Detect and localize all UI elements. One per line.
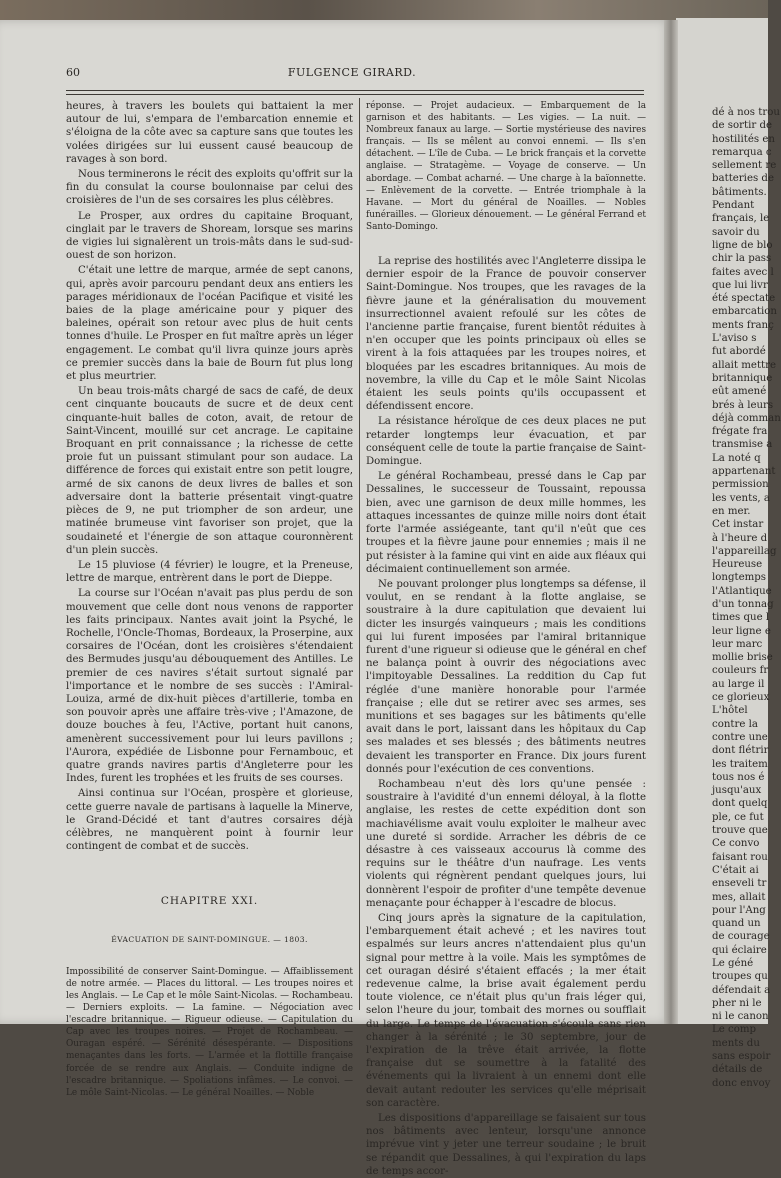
facing-page-line: détails de <box>712 1064 763 1076</box>
column-divider <box>359 98 360 1010</box>
facing-page-line: enseveli tr <box>712 878 767 890</box>
facing-page-line: bâtiments. <box>712 186 767 198</box>
facing-page-line: Le géné <box>712 958 754 969</box>
facing-page-line: Ce convo <box>712 838 760 850</box>
facing-page-line: faisant rou <box>712 851 768 863</box>
facing-page-line: donc envoy <box>712 1077 771 1089</box>
facing-page-line: été spectate <box>712 293 776 305</box>
facing-page-text <box>712 106 781 1090</box>
left-column <box>66 100 353 1098</box>
paragraph: Le général Rochambeau, pressé dans le Cap par Dessalines, le successeur de Toussaint, repoussa bien, avec une garnison de deux mille hommes, les attaques incessantes de quinze mille noirs dont était forte l'armée assiégeante, tant qu'il n'eût que ces troupes et la fièvre jaune pour ennemies ; mais il ne put résister à la famine qui vint en aide aux fléaux qui décimaient continuellement son armée. <box>366 471 646 575</box>
facing-page-line: savoir du <box>712 226 760 238</box>
facing-page-line: l'appareillag <box>712 545 777 557</box>
facing-page-line: leur marc <box>712 638 763 650</box>
facing-page-line: qui éclaire <box>712 944 767 956</box>
paragraph: La course sur l'Océan n'avait pas plus perdu de son mouvement que celle dont nous venons de rapporter les faits principaux. Nantes avait joint la Psyché, le Rochelle, l'Oncle-Thomas, Bordeaux, la Proserpine, aux corsaires de l'Océan, dont les croisières s'étendaient des Bermudes jusqu'au débouquement des Antilles. Le premier de ces navires s'était surtout signalé par l'importance et le nombre de ses succès : l'Amiral-Louiza, armé de dix-huit pièces d'artillerie, tomba en son pouvoir après une affaire très-vive ; l'Amazone, de douze bouches à feu, l'Active, portant huit canons, amenèrent successivement pour lui leurs pavillons ; l'Aurora, expédiée de Lisbonne pour Fernambouc, et quatre grands navires partis d'Angleterre pour les Indes, furent les trophées et les fruits de ses courses. <box>66 588 353 785</box>
facing-page-line: dé à nos trou <box>712 107 780 118</box>
facing-page-line: pour l'Ang <box>712 904 766 916</box>
facing-page-line: que lui livr <box>712 279 768 291</box>
facing-page <box>676 18 781 1089</box>
header-rule-bottom <box>66 94 644 95</box>
facing-page-line: C'était ai <box>712 864 759 876</box>
facing-page-line: batteries de <box>712 173 774 185</box>
paragraph: Cinq jours après la signature de la capitulation, l'embarquement était achevé ; et les navires tout espalmés sur leurs ancres n'attendaient plus qu'un signal pour mettre à la voile. Mais les symptômes de cet ouragan désiré s'étaient effacés ; la mer était redevenue calme, la brise avait également perdu toute violence, ce n'était plus qu'un frais léger qui, selon l'heure du jour, tombait des mornes ou soufflait du large. Le temps de l'évacuation s'écoula sans rien changer à la sérénité ; le 30 septembre, jour de l'expiration de la trêve était arrivée, la flotte française dut se soumettre à la fatalité des événements qui la livraient à un ennemi dont elle devait autant redouter les services qu'elle méprisait son caractère. <box>366 912 646 1109</box>
facing-page-line: sans espoir <box>712 1051 771 1063</box>
facing-page-line: au large il <box>712 678 765 690</box>
facing-page-line: ments du <box>712 1037 760 1049</box>
facing-page-line: frégate fra <box>712 426 768 438</box>
paragraph: heures, à travers les boulets qui battaient la mer autour de lui, s'empara de l'embarcation ennemie et s'éloigna de la côte avec sa capture sans que toutes les volées dirigées sur lui eussent causé beaucoup de ravages à son bord. <box>66 101 353 165</box>
page-number: 60 <box>66 66 80 79</box>
facing-page-line: sellement re <box>712 160 777 172</box>
chapter-summary: Impossibilité de conserver Saint-Domingue. — Affaiblissement de notre armée. — Places du littoral. — Les troupes noires et les Anglais. — Le Cap et le môle Saint-Nicolas. — Rochambeau. — Derniers exploits. — La famine. — Négociation avec l'escadre britannique. — Rigueur odieuse. — Capitulation du Cap avec les troupes noires. — Projet de Rochambeau. — Ouragan espéré. — Sérénité désespérante. — Dispositions menaçantes dans les forts. — L'armée et la flottille française forcée de se rendre aux Anglais. — Conduite indigne de l'escadre britannique. — Spoliations infâmes. — Le convoi. — Le môle Saint-Nicolas. — Le général Noailles. — Noble <box>66 966 353 1098</box>
facing-page-line: chir la pass <box>712 253 772 265</box>
facing-page-line: Pendant <box>712 200 755 212</box>
facing-page-line: quand un <box>712 918 761 930</box>
facing-page-line: transmise a <box>712 439 773 451</box>
facing-page-line: trouve que <box>712 825 768 837</box>
facing-page-line: contre la <box>712 718 758 730</box>
paragraph: C'était une lettre de marque, armée de sept canons, qui, après avoir parcouru pendant deux ans entiers les parages méridionaux de l'océan Pacifique et visité les baies de la plage américaine pour y piquer des baleines, opérait son retour avec plus de huit cents tonnes d'huile. Le Prosper en fut maître après un léger engagement. Le combat qu'il livra quinze jours après ce premier succès dans la baie de Bourn fut plus long et plus meurtrier. <box>66 265 353 383</box>
running-title: FULGENCE GIRARD. <box>287 66 417 79</box>
facing-page-line: à l'heure d <box>712 532 768 544</box>
chapter-subtitle: ÉVACUATION DE SAINT-DOMINGUE. — 1803. <box>111 934 308 944</box>
paragraph: Les dispositions d'appareillage se faisaient sur tous nos bâtiments avec lenteur, lorsqu'une annonce imprévue vint y jeter une terreur soudaine ; le bruit se répandit que Dessalines, à qui l'expiration du laps de temps accor- <box>366 1113 646 1177</box>
paragraph: La reprise des hostilités avec l'Angleterre dissipa le dernier espoir de la France de pouvoir conserver Saint-Domingue. Nos troupes, que les ravages de la fièvre jaune et la généralisation du mouvement insurrectionnel avaient refoulé sur les côtes de l'ancienne partie française, furent bientôt réduites à n'en occuper que les points principaux où elles se virent à la fois attaquées par les troupes noires, et bloquées par les escadres britanniques. Au mois de novembre, la ville du Cap et le môle Saint Nicolas étaient les seuls points qu'ils occupassent et défendissent encore. <box>366 256 646 413</box>
facing-page-line: ments franç <box>712 319 774 331</box>
facing-page-line: de courage <box>712 931 770 943</box>
facing-page-line: L'hôtel <box>712 705 748 717</box>
paragraph: Ne pouvant prolonger plus longtemps sa défense, il voulut, en se rendant à la flotte anglaise, se soustraire à la dure capitulation que devaient lui dicter les insurgés vainqueurs ; mais les conditions qui lui furent imposées par l'amiral britannique furent d'une rigueur si odieuse que le général en chef ne balança point à ouvrir des négociations avec l'impitoyable Dessalines. La reddition du Cap fut réglée d'une manière honorable pour l'armée française ; elle dut se retirer avec ses armes, ses munitions et ses bagages sur les bâtiments qu'elle avait dans le port, laissant dans les hôpitaux du Cap ses malades et ses blessés ; des bâtiments neutres devaient les transporter en France. Dix jours furent donnés pour l'exécution de ces conventions. <box>366 578 646 775</box>
facing-page-line: Cet instar <box>712 519 764 531</box>
facing-page-line: jusqu'aux <box>712 785 762 797</box>
paragraph: Rochambeau n'eut dès lors qu'une pensée : soustraire à l'avidité d'un ennemi déloyal, à la flotte anglaise, les restes de cette expédition dont son machiavélisme avait voulu exploiter le malheur avec une dureté si sordide. Arracher les débris de ce désastre à ces vaisseaux accourus là comme des requins sur le théâtre d'un naufrage. Les vents violents qui régnèrent pendant quelques jours, lui donnèrent l'espoir de profiter d'une tempête devenue menaçante pour échapper à l'escadre de blocus. <box>366 778 646 909</box>
facing-page-line: ni le canon <box>712 1011 769 1023</box>
facing-page-line: défendait a <box>712 984 771 996</box>
facing-page-line: ligne de blo <box>712 239 773 251</box>
facing-page-line: pher ni le <box>712 997 762 1009</box>
book-gutter <box>664 20 678 1024</box>
facing-page-line: L'aviso s <box>712 333 757 345</box>
facing-page-line: leur ligne e <box>712 625 771 637</box>
facing-page-line: les traitem <box>712 758 768 770</box>
paragraph: Le 15 pluviose (4 février) le lougre, et la Preneuse, lettre de marque, entrèrent dans le port de Dieppe. <box>66 559 353 585</box>
facing-page-line: remarqua c <box>712 146 772 158</box>
facing-page-line: mollie brise <box>712 652 773 664</box>
paragraph: Ainsi continua sur l'Océan, prospère et glorieuse, cette guerre navale de partisans à laquelle la Minerve, le Grand-Décidé et tant d'autres corsaires déjà célèbres, ne manquèrent point à fournir leur contingent de combat et de succès. <box>66 788 353 853</box>
facing-page-line: britannique <box>712 372 773 384</box>
facing-page-line: brés à leurs <box>712 399 774 411</box>
facing-page-line: hostilités en <box>712 133 775 145</box>
facing-page-line: ce glorieux <box>712 692 770 704</box>
facing-page-line: Heureuse <box>712 559 763 571</box>
facing-page-line: fut abordé <box>712 346 766 358</box>
facing-page-line: ple, ce fut <box>712 811 764 823</box>
facing-page-line: mes, allait <box>712 891 766 903</box>
paragraph: Le Prosper, aux ordres du capitaine Broquant, cinglait par le travers de Shoream, lorsque ses marins de vigies lui signalèrent un trois-mâts dans le sud-sud-ouest de son horizon. <box>66 210 353 262</box>
page-header <box>60 66 644 84</box>
paragraph: Un beau trois-mâts chargé de sacs de café, de deux cent cinquante boucauts de sucre et de deux cent cinquante-huit balles de coton, avait, de retour de Saint-Vincent, mouillé sur cet ancrage. Le capitaine Broquant en prit connaissance ; la richesse de cette proie fut un puissant stimulant pour son audace. La différence de forces qui existait entre son petit lougre, armé de six canons de deux livres de balles et son adversaire dont la batterie présentait vingt-quatre pièces de 9, ne put triompher de son ardeur, une matinée brumeuse vint favoriser son projet, que la soudaineté et l'énergie de son attaque couronnèrent d'un plein succès. <box>66 386 353 556</box>
facing-page-line: les vents, a <box>712 492 770 504</box>
facing-page-line: français, le <box>712 213 770 225</box>
facing-page-line: times que l <box>712 612 770 624</box>
facing-page-line: appartenant <box>712 466 776 478</box>
chapter-summary-continued: réponse. — Projet audacieux. — Embarquement de la garnison et des habitants. — Les vigies. — La nuit. — Nombreux fanaux au large. — Sortie mystérieuse des navires français. — Ils se mêlent au convoi ennemi. — Ils s'en détachent. — L'île de Cuba. — Le brick français et la corvette anglaise. — Stratagème. — Voyage de conserve. — Un abordage. — Combat acharné. — Une charge à la baïonnette. — Enlèvement de la corvette. — Entrée triomphale à la Havane. — Mort du général de Noailles. — Nobles funérailles. — Glorieux dénouement. — Le général Ferrand et Santo-Domingo. <box>366 101 646 232</box>
facing-page-line: Le comp <box>712 1024 757 1036</box>
header-rule-top <box>66 90 644 91</box>
facing-page-line: d'un tonnag <box>712 598 774 610</box>
facing-page-line: permission <box>712 479 769 491</box>
facing-page-line: l'Atlantique <box>712 585 772 597</box>
facing-page-line: déjà comman <box>712 412 781 424</box>
facing-page-line: tous nos é <box>712 771 765 783</box>
facing-page-line: eût amené <box>712 386 767 398</box>
facing-page-line: embarcation <box>712 306 777 318</box>
facing-page-line: dont quelq <box>712 798 768 810</box>
facing-page-line: troupes qu <box>712 971 768 983</box>
paragraph: Nous terminerons le récit des exploits qu'offrit sur la fin du consulat la course boulonnaise par celui des croisières de l'un de ses corsaires les plus célèbres. <box>66 169 353 207</box>
facing-page-line: contre une <box>712 731 768 743</box>
facing-page-line: couleurs fr <box>712 665 769 677</box>
facing-page-line: longtemps <box>712 572 767 584</box>
facing-page-line: faites avec l <box>712 266 774 278</box>
paragraph: La résistance héroïque de ces deux places ne put retarder longtemps leur évacuation, et par conséquent celle de toute la partie française de Saint-Domingue. <box>366 416 646 468</box>
chapter-title: CHAPITRE XXI. <box>160 895 259 908</box>
facing-page-line: de sortir de <box>712 120 773 132</box>
right-column <box>366 100 646 1177</box>
facing-page-line: dont flétrir <box>712 745 769 757</box>
facing-page-line: allait mettre <box>712 359 777 371</box>
facing-page-line: en mer. <box>712 505 751 517</box>
facing-page-line: La noté q <box>712 452 761 464</box>
